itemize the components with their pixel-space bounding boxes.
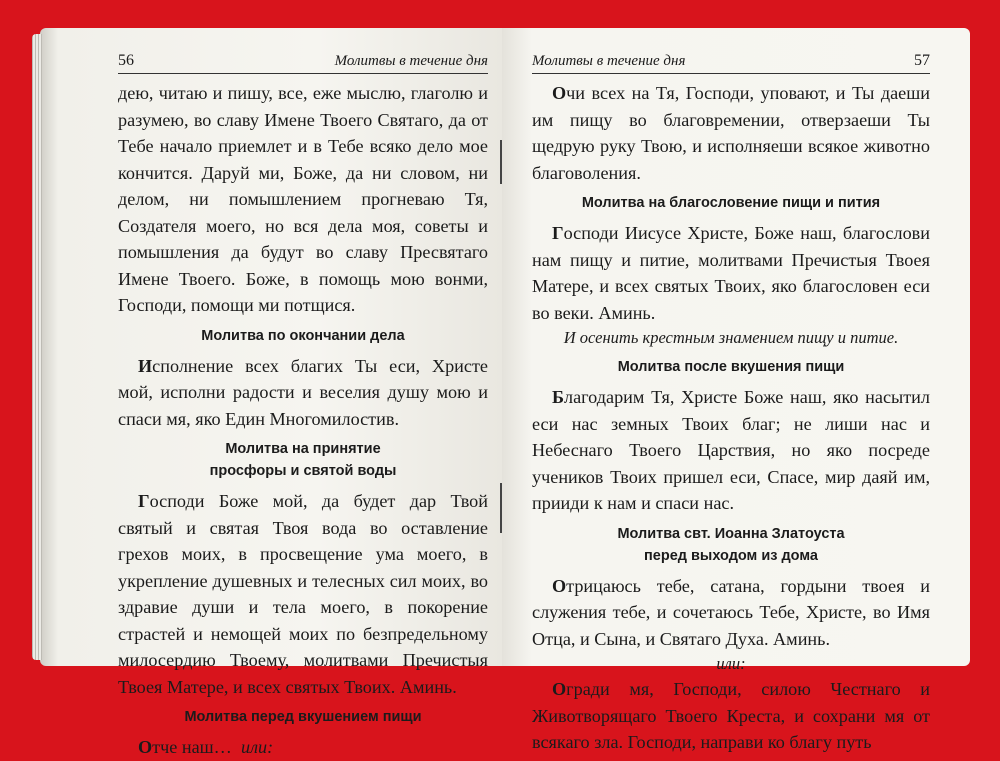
paragraph bbox=[118, 488, 488, 700]
prayer-title: Молитва перед вкушением пищи bbox=[184, 709, 422, 725]
initial-letter: О bbox=[138, 737, 153, 757]
initial-letter: Г bbox=[138, 491, 150, 511]
paragraph-text: трицаюсь тебе, сатана, гордыни твоея и служения тебе, и сочетаюсь Тебе, Христе, во Имя Отца, и Сына, и Святаго Духа. Аминь. bbox=[532, 575, 930, 649]
open-book bbox=[40, 28, 970, 757]
paragraph bbox=[532, 220, 930, 326]
rubric-or: или: bbox=[240, 737, 274, 757]
paragraph bbox=[532, 384, 930, 517]
paragraph-text: осподи Боже мой, да будет дар Твой святый и святая Твоя вода во оставление грехов моих, в просвещение ума моего, в укрепление душевных и телесных сил моих, во здравие души и тела моего, в покорение страстей и немощей моих по безпредельному милосердию Твоему, молитвами Пречистыя Твоея Матере, и всех святых Твоих. Аминь. bbox=[118, 491, 488, 697]
paragraph-text: гради мя, Господи, силою Честнаго и Животворящаго Твоего Креста, и сохрани мя от всякаго зла. Господи, направи ко благу путь bbox=[532, 679, 930, 752]
initial-letter: Б bbox=[552, 387, 565, 407]
initial-letter: Г bbox=[552, 223, 564, 243]
paragraph-text: осподи Иисусе Христе, Боже наш, благослови нам пищу и питие, молитвами Пречистыя Твоея Матере, и всех святых Твоих, яко благословен еси во веки. Аминь. bbox=[532, 223, 930, 323]
left-page bbox=[40, 28, 502, 757]
paragraph bbox=[532, 676, 930, 756]
initial-letter: О bbox=[552, 83, 567, 103]
right-page-header bbox=[532, 52, 930, 74]
paragraph: дею, читаю и пишу, все, еже мыслю, глаголю и разумею, во славу Имене Твоего Святаго, да от Тебе начало приемлет и в Тебе всяко дело мое кончится. Даруй ми, Боже, да ни словом, ни делом, ни помышлением прогневаю Тя, Создателя моего, но вся дела моя, советы и помышления да будут во славу Пресвятаго Имене Твоего. Боже, в помощь мою вонми, Господи, помощи ми потщися. bbox=[118, 83, 488, 315]
rubric: И осенить крестным знамением пищу и питие. bbox=[563, 328, 899, 347]
title-line: перед выходом из дома bbox=[644, 547, 818, 564]
binding-staple bbox=[500, 140, 502, 184]
right-page bbox=[502, 28, 970, 752]
rubric-or: или: bbox=[716, 654, 746, 673]
paragraph-text: сполнение всех благих Ты еси, Христе мой, исполни радости и веселия душу мою и спаси мя, яко Един Многомилостив. bbox=[118, 355, 488, 429]
page-number: 57 bbox=[914, 52, 930, 69]
paragraph bbox=[532, 80, 930, 186]
title-line: Молитва на принятие bbox=[225, 441, 381, 457]
prayer-title: Молитва на благословение пищи и пития bbox=[581, 195, 881, 211]
initial-letter: О bbox=[552, 575, 567, 596]
prayer-title bbox=[118, 438, 488, 482]
paragraph-text: чи всех на Тя, Господи, уповают, и Ты даеши им пищу во благовремении, отверзаеши Ты щедрую руку Твою, и исполняеши всякое животно благоволения. bbox=[532, 83, 930, 183]
paragraph bbox=[118, 353, 488, 433]
paragraph bbox=[532, 573, 930, 653]
initial-letter: О bbox=[552, 679, 567, 699]
left-page-header bbox=[118, 52, 488, 74]
title-line: просфоры и святой воды bbox=[209, 463, 397, 479]
page-block-edge bbox=[32, 34, 42, 660]
title-line: Молитва свт. Иоанна Златоуста bbox=[617, 525, 845, 542]
paragraph-text: лагодарим Тя, Христе Боже наш, яко насытил еси нас земных Твоих благ; не лиши нас и Небеснаго Твоего Царствия, но яко посреде учеников Твоих пришел еси, Спасе, мир даяй им, прииди к нам и спаси нас. bbox=[532, 387, 930, 513]
paragraph bbox=[118, 734, 488, 761]
running-head: Молитвы в течение дня bbox=[532, 53, 686, 69]
prayer-title bbox=[532, 523, 930, 567]
prayer-title: Молитва по окончании дела bbox=[201, 327, 405, 344]
running-head: Молитвы в течение дня bbox=[334, 53, 488, 69]
page-number: 56 bbox=[118, 52, 134, 69]
prayer-title: Молитва после вкушения пищи bbox=[617, 359, 845, 375]
initial-letter: И bbox=[138, 355, 153, 376]
binding-staple bbox=[500, 483, 502, 533]
paragraph-text: тче наш… bbox=[152, 737, 232, 757]
